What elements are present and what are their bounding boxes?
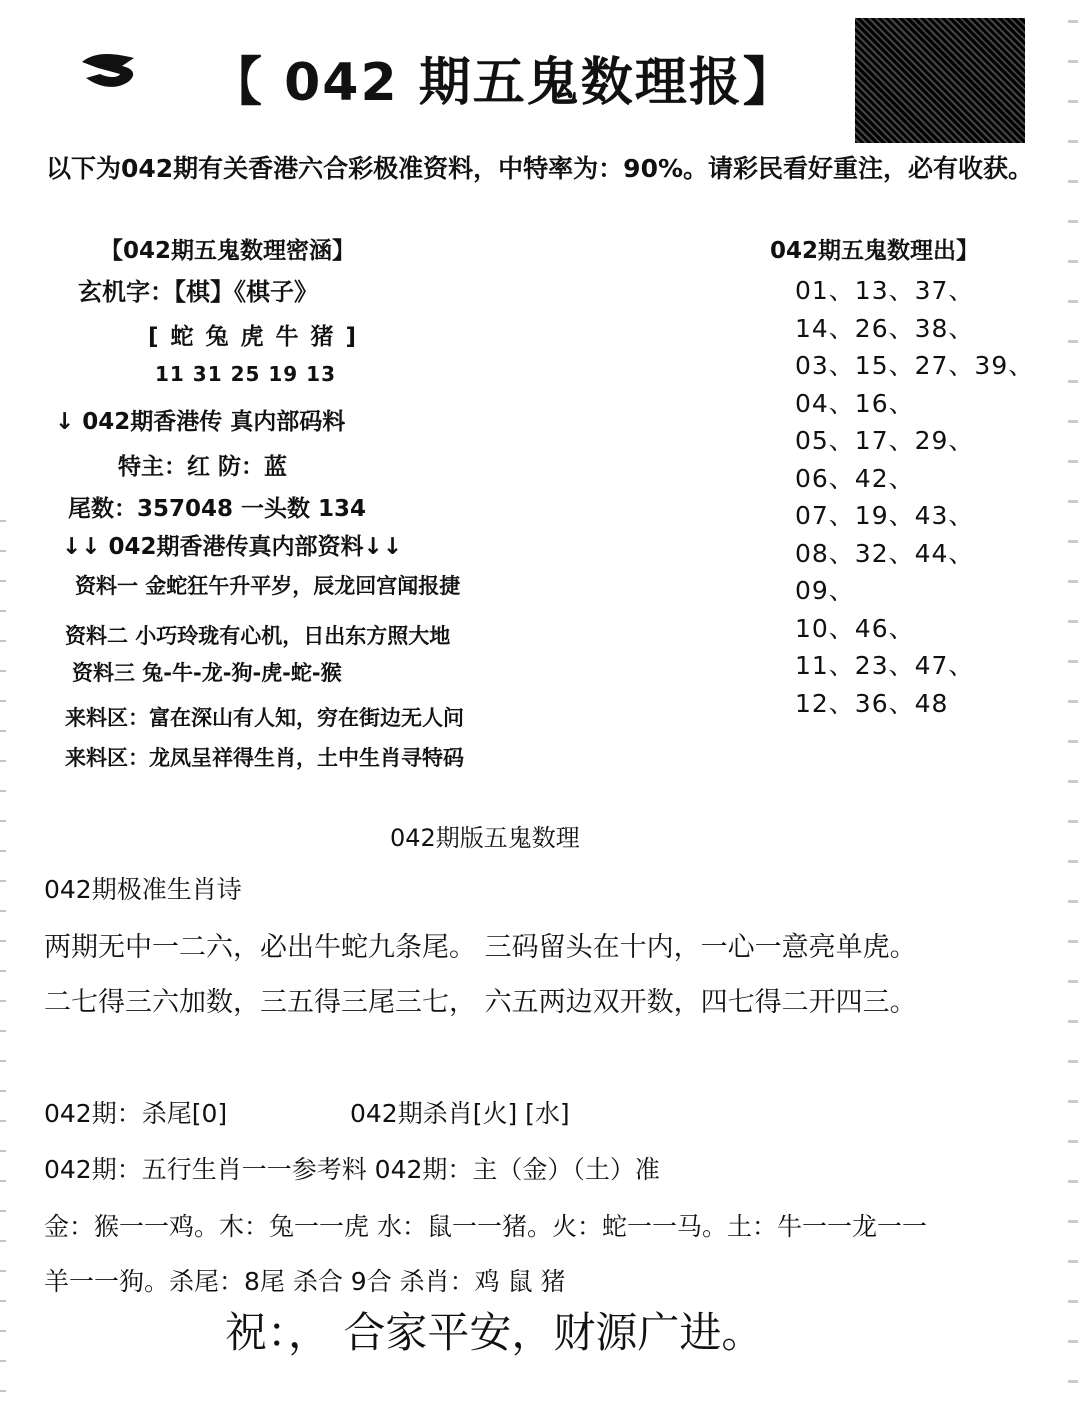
wuxing-line-2: 羊一一狗。杀尾：8尾 杀合 9合 杀肖：鸡 鼠 猪	[44, 1267, 566, 1296]
tail-text: 尾数：357048 一头数 134	[68, 496, 367, 522]
blessing-text: 祝：， 合家平安，财源广进。	[225, 1308, 764, 1357]
number-row: 07、19、43、	[795, 501, 975, 530]
wuxing-line-1: 金：猴一一鸡。木：兔一一虎 水：鼠一一猪。火：蛇一一马。土：牛一一龙一一	[44, 1212, 927, 1241]
number-row: 08、32、44、	[795, 538, 975, 568]
zodiac-numbers: 11 31 25 19 13	[155, 362, 337, 386]
number-row: 05、17、29、	[795, 426, 975, 455]
ziliao-1: 资料一 金蛇狂午升平岁，辰龙回宫闻报捷	[75, 574, 461, 598]
scan-edge-artifact	[1068, 20, 1078, 1400]
xuanji-text: 玄机字：【棋】《棋子》	[78, 278, 318, 306]
section-title-mihan: 【042期五鬼数理密涵】	[100, 238, 356, 264]
logo-icon	[78, 48, 148, 92]
poem-line-2: 二七得三六加数，三五得三尾三七， 六五两边双开数，四七得二开四三。	[44, 987, 917, 1018]
number-row: 11、23、47、	[795, 651, 975, 680]
number-row: 09、	[795, 576, 855, 605]
number-row: 06、42、	[795, 463, 915, 493]
number-row: 04、16、	[795, 388, 915, 418]
zodiac-list: [ 蛇 兔 虎 牛 猪 ]	[148, 324, 359, 350]
number-list	[795, 272, 1034, 722]
laiyuan-1: 来料区：富在深山有人知，穷在街边无人问	[65, 706, 464, 730]
qr-code-image	[855, 18, 1025, 143]
wuxing-ref: 042期：五行生肖一一参考料 042期：主（金）（土）准	[44, 1155, 660, 1184]
middle-subtitle: 042期版五鬼数理	[390, 824, 580, 852]
kill-zodiac: 042期杀肖[火] [水]	[350, 1099, 570, 1128]
insider-title: ↓ 042期香港传 真内部码料	[55, 409, 346, 435]
number-row: 10、46、	[795, 613, 915, 643]
number-row: 12、36、48	[795, 688, 949, 718]
poem-line-1: 两期无中一二六，必出牛蛇九条尾。 三码留头在十内，一心一意亮单虎。	[44, 932, 917, 963]
poem-title: 042期极准生肖诗	[44, 875, 242, 904]
number-row: 01、13、37、	[795, 276, 975, 305]
right-title: 042期五鬼数理出】	[770, 238, 980, 264]
intro-text: 以下为042期有关香港六合彩极准资料，中特率为：90%。请彩民看好重注，必有收获。	[46, 154, 1034, 183]
kill-tail: 042期：杀尾[0]	[44, 1099, 228, 1128]
number-row: 03、15、27、39、	[795, 351, 1035, 380]
page-title: 【 042 期五鬼数理报】	[210, 53, 797, 113]
ziliao-3: 资料三 兔-牛-龙-狗-虎-蛇-猴	[72, 661, 342, 685]
insider2-title: ↓↓ 042期香港传真内部资料↓↓	[62, 534, 403, 560]
laiyuan-2: 来料区：龙凤呈祥得生肖，土中生肖寻特码	[65, 746, 464, 770]
number-row: 14、26、38、	[795, 313, 975, 343]
scan-edge-artifact	[0, 520, 6, 1400]
tezhu-text: 特主：红 防：蓝	[118, 454, 288, 480]
ziliao-2: 资料二 小巧玲珑有心机，日出东方照大地	[65, 624, 451, 648]
